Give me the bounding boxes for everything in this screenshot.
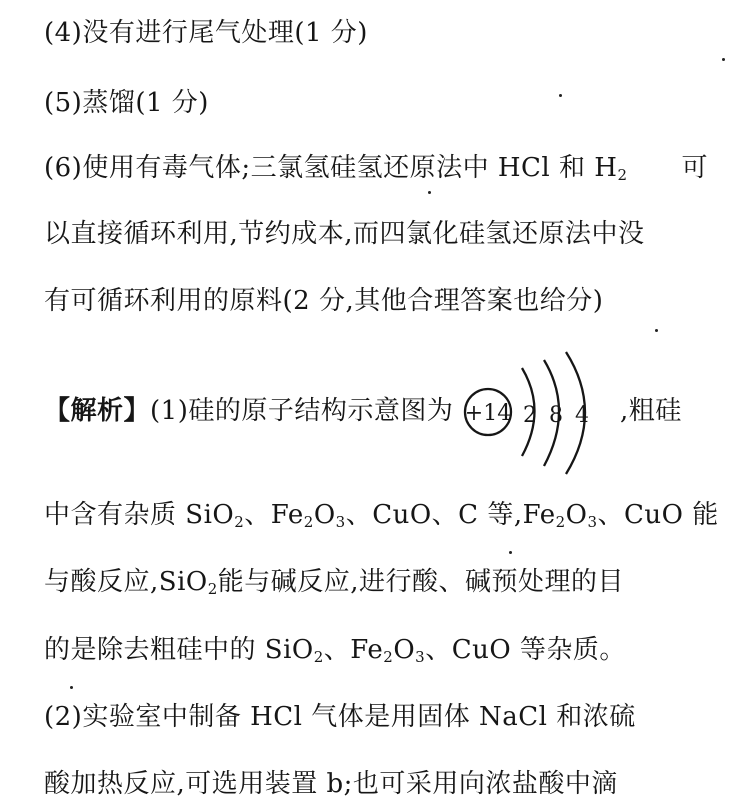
fe2o3-o-subscript: 3 bbox=[335, 513, 346, 531]
analysis-line-5 bbox=[44, 700, 708, 734]
scan-speck bbox=[655, 329, 658, 332]
sio2-subscript-2: 2 bbox=[207, 580, 218, 598]
scan-speck bbox=[509, 551, 512, 554]
sio2-subscript-3: 2 bbox=[313, 648, 324, 666]
analysis-label: 【解析】 bbox=[44, 396, 151, 426]
scan-speck bbox=[559, 94, 562, 97]
answer-6-text-start: (6)使用有毒气体;三氯氢硅氢还原法中 HCl 和 $H_2$ bbox=[44, 153, 628, 184]
electron-shell-2-count: 8 bbox=[549, 403, 563, 428]
analysis-text-end: ,粗硅 bbox=[620, 396, 682, 426]
analysis-impurities-text: 中含有杂质 SiO$_2$、$Fe_2O_3$、CuO、C 等$,Fe_2O_3$、CuO 能 bbox=[44, 500, 719, 531]
fe2o3-fe-subscript-2: 2 bbox=[555, 513, 566, 531]
answer-6-text-end: 可 bbox=[681, 153, 708, 183]
fe2o3-fe-subscript-3: 2 bbox=[383, 648, 394, 666]
analysis-line-4 bbox=[44, 633, 708, 674]
answer-6-text-middle: 以直接循环利用,节约成本,而四氯化硅氢还原法中没 bbox=[44, 219, 645, 249]
fe2o3-fe-subscript: 2 bbox=[303, 513, 314, 531]
analysis-purpose-text: 的是除去粗硅中的 SiO$_2$、$Fe_2O_3$、CuO 等杂质。 bbox=[44, 635, 626, 666]
answer-line-4 bbox=[44, 16, 708, 50]
electron-shell-3-count: 4 bbox=[575, 403, 589, 428]
answer-line-5 bbox=[44, 86, 708, 120]
analysis-line-3 bbox=[44, 565, 708, 606]
answer-5-text: (5)蒸馏(1 分) bbox=[44, 88, 209, 118]
analysis-text-start: (1)硅的原子结构示意图为 bbox=[150, 396, 454, 426]
answer-4-text: (4)没有进行尾气处理(1 分) bbox=[44, 18, 368, 48]
answer-line-6-part-2 bbox=[44, 217, 708, 251]
h2-subscript: 2 bbox=[617, 166, 628, 184]
nucleus-charge: +14 bbox=[464, 401, 512, 426]
analysis-device-text: 酸加热反应,可选用装置 b;也可采用向浓盐酸中滴 bbox=[44, 769, 618, 799]
analysis-line-6 bbox=[44, 767, 708, 801]
answer-line-6-part-1 bbox=[44, 151, 708, 192]
electron-shell-1-count: 2 bbox=[523, 403, 537, 428]
answer-line-6-part-3 bbox=[44, 284, 708, 318]
silicon-atom-structure-diagram bbox=[462, 340, 632, 500]
scan-speck bbox=[70, 686, 73, 689]
sio2-subscript: 2 bbox=[234, 513, 245, 531]
scan-speck bbox=[722, 58, 725, 61]
answer-6-text-end-line: 有可循环利用的原料(2 分,其他合理答案也给分) bbox=[44, 286, 604, 316]
fe2o3-o-subscript-3: 3 bbox=[415, 648, 426, 666]
fe2o3-o-subscript-2: 3 bbox=[587, 513, 598, 531]
analysis-lab-method-text: (2)实验室中制备 HCl 气体是用固体 NaCl 和浓硫 bbox=[44, 702, 636, 732]
scan-speck bbox=[428, 191, 431, 194]
analysis-line-2 bbox=[44, 498, 719, 539]
analysis-reaction-text: 与酸反应,SiO$_2$能与碱反应,进行酸、碱预处理的目 bbox=[44, 567, 625, 598]
